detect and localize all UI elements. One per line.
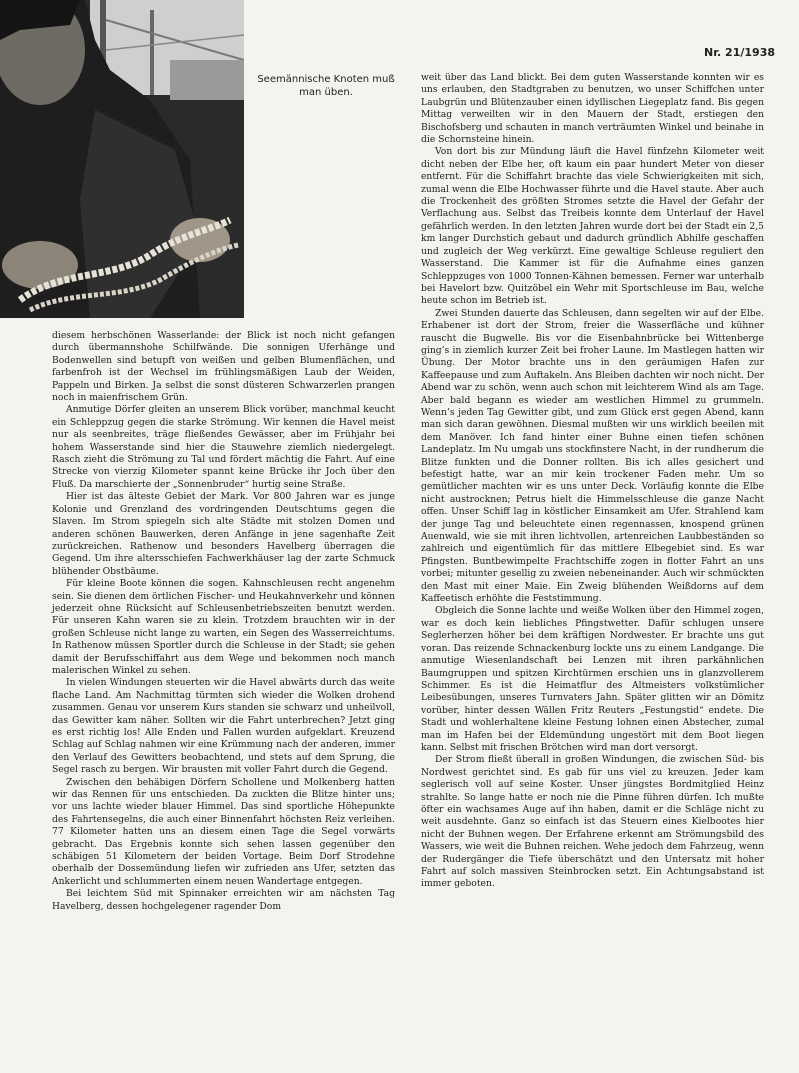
paragraph: diesem herbschönen Wasserlande: der Blick ist noch nicht gefangen durch übermannshohe Schilfwände. Die sonnigen Uferhänge und Bodenwellen sind betupft von weißen und gelben Blumenflächen, und farbenfroh ist der Wechsel im frühlingsmäßigen Laub der Weiden, Pappeln und Birken. Ja selbst die sonst düsteren Schwarzerlen prangen noch in maienfrischem Grün. xyxy=(52,330,395,404)
paragraph: Für kleine Boote können die sogen. Kahnschleusen recht angenehm sein. Sie dienen dem örtlichen Fischer- und Heukahnverkehr und können jederzeit ohne Rücksicht auf Schleusenbetriebszeiten benutzt werden. Für unseren Kahn waren sie zu klein. Trotzdem brauchten wir in der großen Schleuse nicht lange zu warten, ein Segen des Wasserreichtums. In Rathenow müssen Sportler durch die Schleuse in der Stadt; sie gehen damit der Berufsschiffahrt aus dem Wege und bekommen noch manch malerischen Winkel zu sehen. xyxy=(52,578,395,676)
paragraph: Bei leichtem Süd mit Spinnaker erreichten wir am nächsten Tag Havelberg, dessen hochgelegener ragender Dom xyxy=(52,888,395,912)
paragraph: Zwischen den behäbigen Dörfern Schollene und Molkenberg hatten wir das Rennen für uns entschieden. Da zuckten die Blitze hinter uns; vor uns lachte wieder blauer Himmel. Das sind sportliche Höhepunkte des Fahrtensegelns, die auch einer Binnenfahrt höchsten Reiz verleihen. 77 Kilometer hatten uns an diesem einen Tage die Segel vorwärts gebracht. Das Ergebnis konnte sich sehen lassen gegenüber den schäbigen 51 Kilometern der beiden Vortage. Beim Dorf Strodehne oberhalb der Dossemündung liefen wir zufrieden ans Ufer, setzten das Ankerlicht und schlummerten einem neuen Wandertage entgegen. xyxy=(52,776,395,887)
paragraph: In vielen Windungen steuerten wir die Havel abwärts durch das weite flache Land. Am Nachmittag türmten sich wieder die Wolken drohend zusammen. Genau vor unserem Kurs standen sie schwarz und unheilvoll, das Gewitter kam näher. Sollten wir die Fahrt unterbrechen? Jetzt ging es erst richtig los! Alle Enden und Fallen wurden aufgeklart. Kreuzend Schlag auf Schlag nahmen wir eine Krümmung nach der anderen, immer den Verlauf des Gewitters beobachtend, und stets auf dem Sprung, die Segel rasch zu bergen. Wir brausten mit voller Fahrt durch die Gegend. xyxy=(52,677,395,776)
paragraph: Der Strom fließt überall in großen Windungen, die zwischen Süd- bis Nordwest gerichtet sind. Es gab für uns viel zu kreuzen. Jeder kam seglerisch voll auf seine Koster. Unser jüngstes Bordmitglied Heinz strahlte. So lange hatte er noch nie die Pinne führen dürfen. Ich mußte öfter ein wachsames Auge auf ihn haben, damit er die Schläge nicht zu weit ausdehnte. Ganz so einfach ist das Steuern eines Kielbootes hier nicht der Buhnen wegen. Der Erfahrene erkennt am Strömungsbild des Wassers, wie weit die Buhnen reichen. Wehe jedoch dem Fahrzeug, wenn der Rudergänger die Tiefe überschätzt und den Untersatz mit hoher Fahrt auf solch massiven Steinbrocken setzt. Ein Achtungsabstand ist immer geboten. xyxy=(421,754,764,890)
right-text-column xyxy=(421,72,764,891)
paragraph: Von dort bis zur Mündung läuft die Havel fünfzehn Kilometer weit dicht neben der Elbe her, oft kaum ein paar hundert Meter von dieser entfernt. Für die Schiffahrt brachte das viele Schwierigkeiten mit sich, zumal wenn die Elbe Hochwasser führte und die Havel staute. Aber auch die Trockenheit des größten Stromes setzte die Havel der Gefahr der Verflachung aus. Selbst das Treibeis konnte dem Unterlauf der Havel gefährlich werden. In den letzten Jahren wurde dort bei der Stadt ein 2,5 km langer Durchstich gebaut und dadurch gründlich Abhilfe geschaffen und zugleich der Weg verkürzt. Eine gewaltige Schleuse reguliert den Wasserstand. Die Kammer ist für die Aufnahme eines ganzen Schleppzuges von 1000 Tonnen-Kähnen bemessen. Ferner war unterhalb bei Havelort bzw. Quitzöbel ein Wehr mit Sportschleuse im Bau, welche heute schon im Betrieb ist. xyxy=(421,146,764,307)
photo-caption: Seemännische Knoten muß man üben. xyxy=(257,74,395,98)
paragraph: Anmutige Dörfer gleiten an unserem Blick vorüber, manchmal keucht ein Schleppzug gegen die starke Strömung. Wir kennen die Havel meist nur als seenbreites, träge fließendes Gewässer, aber im Frühjahr bei hohem Wasserstande sind hier die Stauwehre ziemlich niedergelegt. Rasch zieht die Strömung zu Tal und fördert mächtig die Fahrt. Auf eine Strecke von vierzig Kilometer spannt keine Brücke ihr Joch über den Fluß. Da marschierte der „Sonnenbruder“ hurtig seine Straße. xyxy=(52,404,395,490)
knot-photo xyxy=(0,0,244,318)
paragraph: weit über das Land blickt. Bei dem guten Wasserstande konnten wir es uns erlauben, den Stadtgraben zu benutzen, wo unser Schiffchen unter Laubgrün und Blütenzauber einen idyllischen Liegeplatz fand. Bis gegen Mittag verweilten wir in den Mauern der Stadt, erstiegen den Bischofsberg und schauten in manch verträumten Winkel und beinahe in die Schornsteine hinein. xyxy=(421,72,764,146)
page-number: Nr. 21/1938 xyxy=(703,46,775,59)
paragraph: Hier ist das älteste Gebiet der Mark. Vor 800 Jahren war es junge Kolonie und Grenzland des vordringenden Deutschtums gegen die Slaven. Im Strom spiegeln sich alte Städte mit stolzen Domen und anderen schönen Bauwerken, deren Anfänge in jene sagenhafte Zeit zurückreichen. Rathenow und besonders Havelberg überragen die Gegend. Um ihre altersschiefen Fachwerkhäuser lag der zarte Schmuck blühender Obstbäume. xyxy=(52,491,395,577)
left-text-column xyxy=(52,330,395,913)
paragraph: Zwei Stunden dauerte das Schleusen, dann segelten wir auf der Elbe. Erhabener ist dort der Strom, freier die Wasserfläche und kühner rauscht die Bugwelle. Bis vor die Eisenbahnbrücke bei Wittenberge ging’s in ziemlich kurzer Zeit bei froher Laune. Im Mastlegen hatten wir Übung. Der Motor brachte uns in den geräumigen Hafen zur Kaffeepause und zum Auftakeln. Ans Bleiben dachten wir noch nicht. Der Abend war zu schön, wenn auch schon mit leichterem Wind als am Tage. Aber bald begann es wieder am westlichen Himmel zu grummeln. Wenn’s jeden Tag Gewitter gibt, und zum Glück erst gegen Abend, kann man sich daran gewöhnen. Diesmal mußten wir uns wirklich beeilen mit dem Manöver. Ich fand hinter einer Buhne einen tiefen schönen Landeplatz. Im Nu umgab uns stockfinstere Nacht, in der rundherum die Blitze funkten und die Donner rollten. Bis ich alles gesichert und befestigt hatte, war an mir kein trockener Faden mehr. Um so gemütlicher machten wir es uns unter Deck. Vorläufig konnte die Elbe nicht austrocknen; Petrus hielt die Himmelsschleuse die ganze Nacht offen. Unser Schiff lag in köstlicher Einsamkeit am Ufer. Strahlend kam der junge Tag und beleuchtete einen regennassen, knospend grünen Auenwald, wie sie mit ihren lichtvollen, artenreichen Laubbeständen so zahlreich und eigentümlich für das mittlere Elbegebiet sind. Es war Pfingsten. Buntbewimpelte Frachtschiffe zogen in flotter Fahrt an uns vorbei; mitunter gesellig zu zweien nebeneinander. Auch wir schmückten den Mast mit einer Maie. Ein Zweig blühenden Weißdorns auf dem Kaffeetisch erhöhte die Feststimmung. xyxy=(421,307,764,605)
paragraph: Obgleich die Sonne lachte und weiße Wolken über den Himmel zogen, war es doch kein liebliches Pfingstwetter. Dafür schlugen unsere Seglerherzen höher bei dem kräftigen Nordwester. Er brachte uns gut voran. Das reizende Schnackenburg lockte uns zu einem Landgange. Die anmutige Wiesenlandschaft bei Lenzen mit ihren parkähnlichen Baumgruppen und spitzen Kirchtürmen erschien uns in glanzvollerem Schimmer. Es ist die Heimatflur des Altmeisters volkstümlicher Leibesübungen, unseres Turnvaters Jahn. Später glitten wir an Dömitz vorüber, hinter dessen Wällen Fritz Reuters „Festungstid“ endete. Die Stadt und wohlerhaltene kleine Festung lohnen einen Abstecher, zumal man im Hafen bei der Eldemündung ungestört mit dem Boot liegen kann. Selbst mit frischen Brötchen wird man dort versorgt. xyxy=(421,605,764,753)
